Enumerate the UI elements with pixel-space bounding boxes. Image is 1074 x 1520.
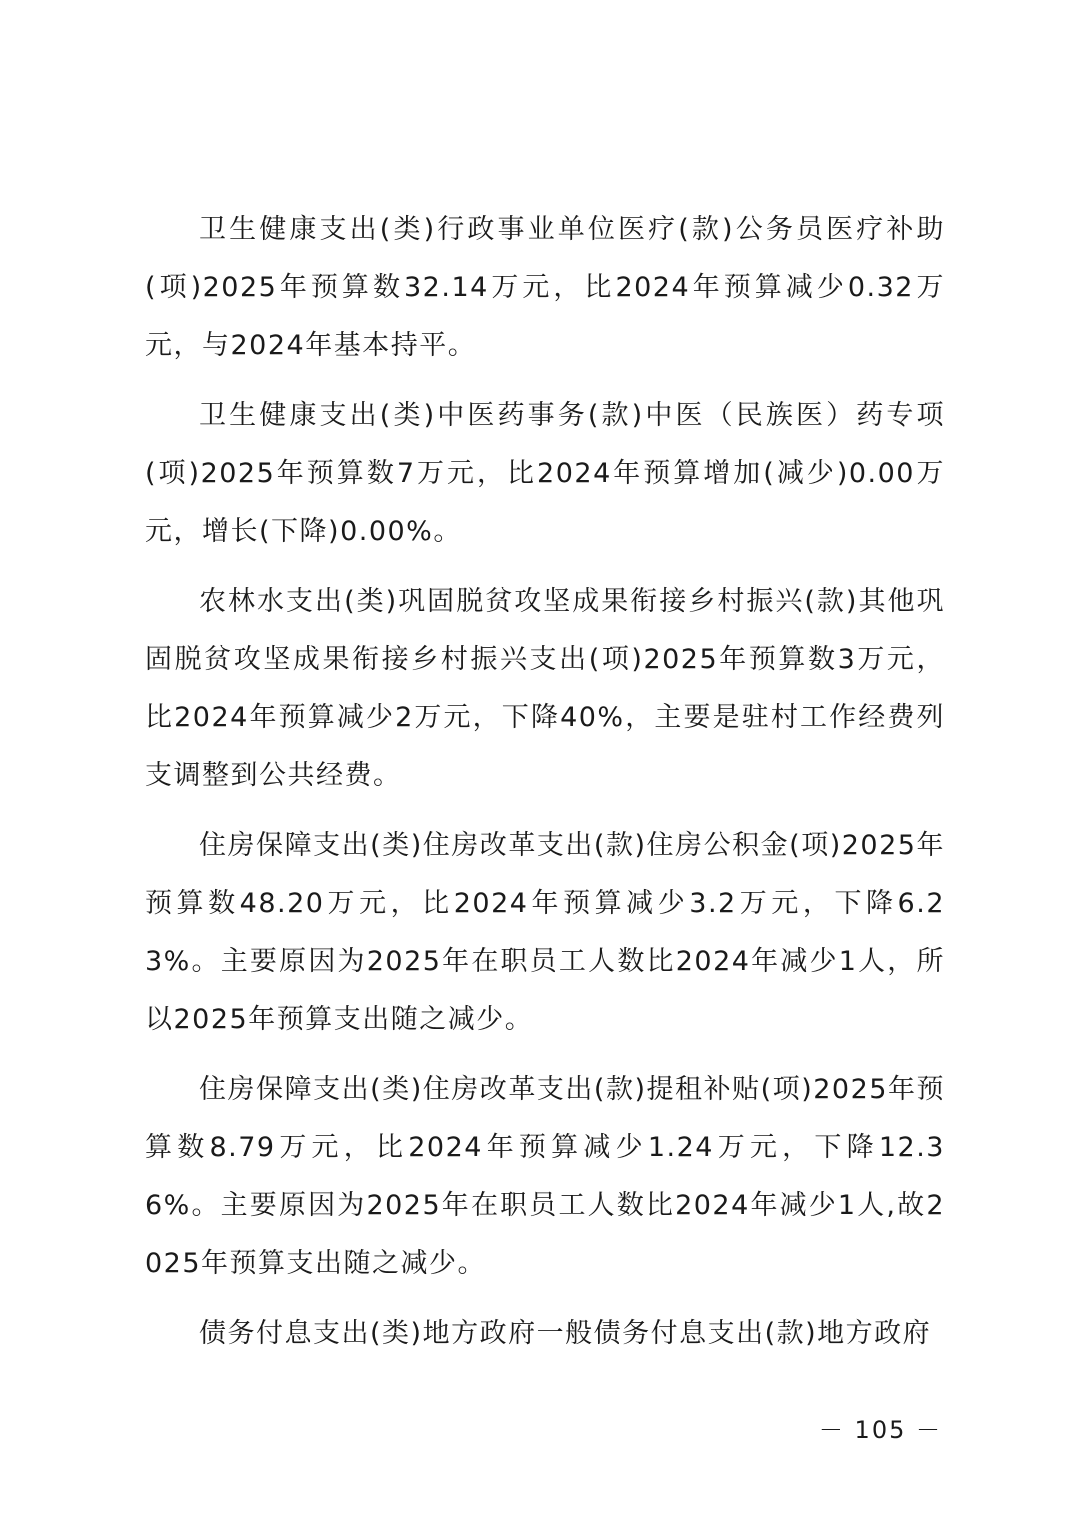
paragraph-housing-rent-subsidy: 住房保障支出(类)住房改革支出(款)提租补贴(项)2025年预算数8.79万元，比2024年预算减少1.24万元，下降12.36%。主要原因为2025年在职员工人数比2024年减少1人,故2025年预算支出随之减少。 — [145, 1074, 945, 1279]
paragraph-agriculture-rural-revitalization: 农林水支出(类)巩固脱贫攻坚成果衔接乡村振兴(款)其他巩固脱贫攻坚成果衔接乡村振兴支出(项)2025年预算数3万元，比2024年预算减少2万元，下降40%，主要是驻村工作经费列支调整到公共经费。 — [145, 586, 945, 791]
paragraph-debt-interest: 债务付息支出(类)地方政府一般债务付息支出(款)地方政府 — [199, 1318, 932, 1349]
paragraph-health-tcm-special: 卫生健康支出(类)中医药事务(款)中医（民族医）药专项(项)2025年预算数7万元，比2024年预算增加(减少)0.00万元，增长(下降)0.00%。 — [145, 400, 945, 547]
paragraph-health-civil-servant-medical: 卫生健康支出(类)行政事业单位医疗(款)公务员医疗补助(项)2025年预算数32.14万元，比2024年预算减少0.32万元，与2024年基本持平。 — [145, 214, 945, 361]
page-number: － 105 － — [818, 1416, 942, 1444]
paragraph-housing-provident-fund: 住房保障支出(类)住房改革支出(款)住房公积金(项)2025年预算数48.20万元，比2024年预算减少3.2万元，下降6.23%。主要原因为2025年在职员工人数比2024年减少1人，所以2025年预算支出随之减少。 — [145, 830, 945, 1035]
body-text — [145, 201, 945, 1363]
